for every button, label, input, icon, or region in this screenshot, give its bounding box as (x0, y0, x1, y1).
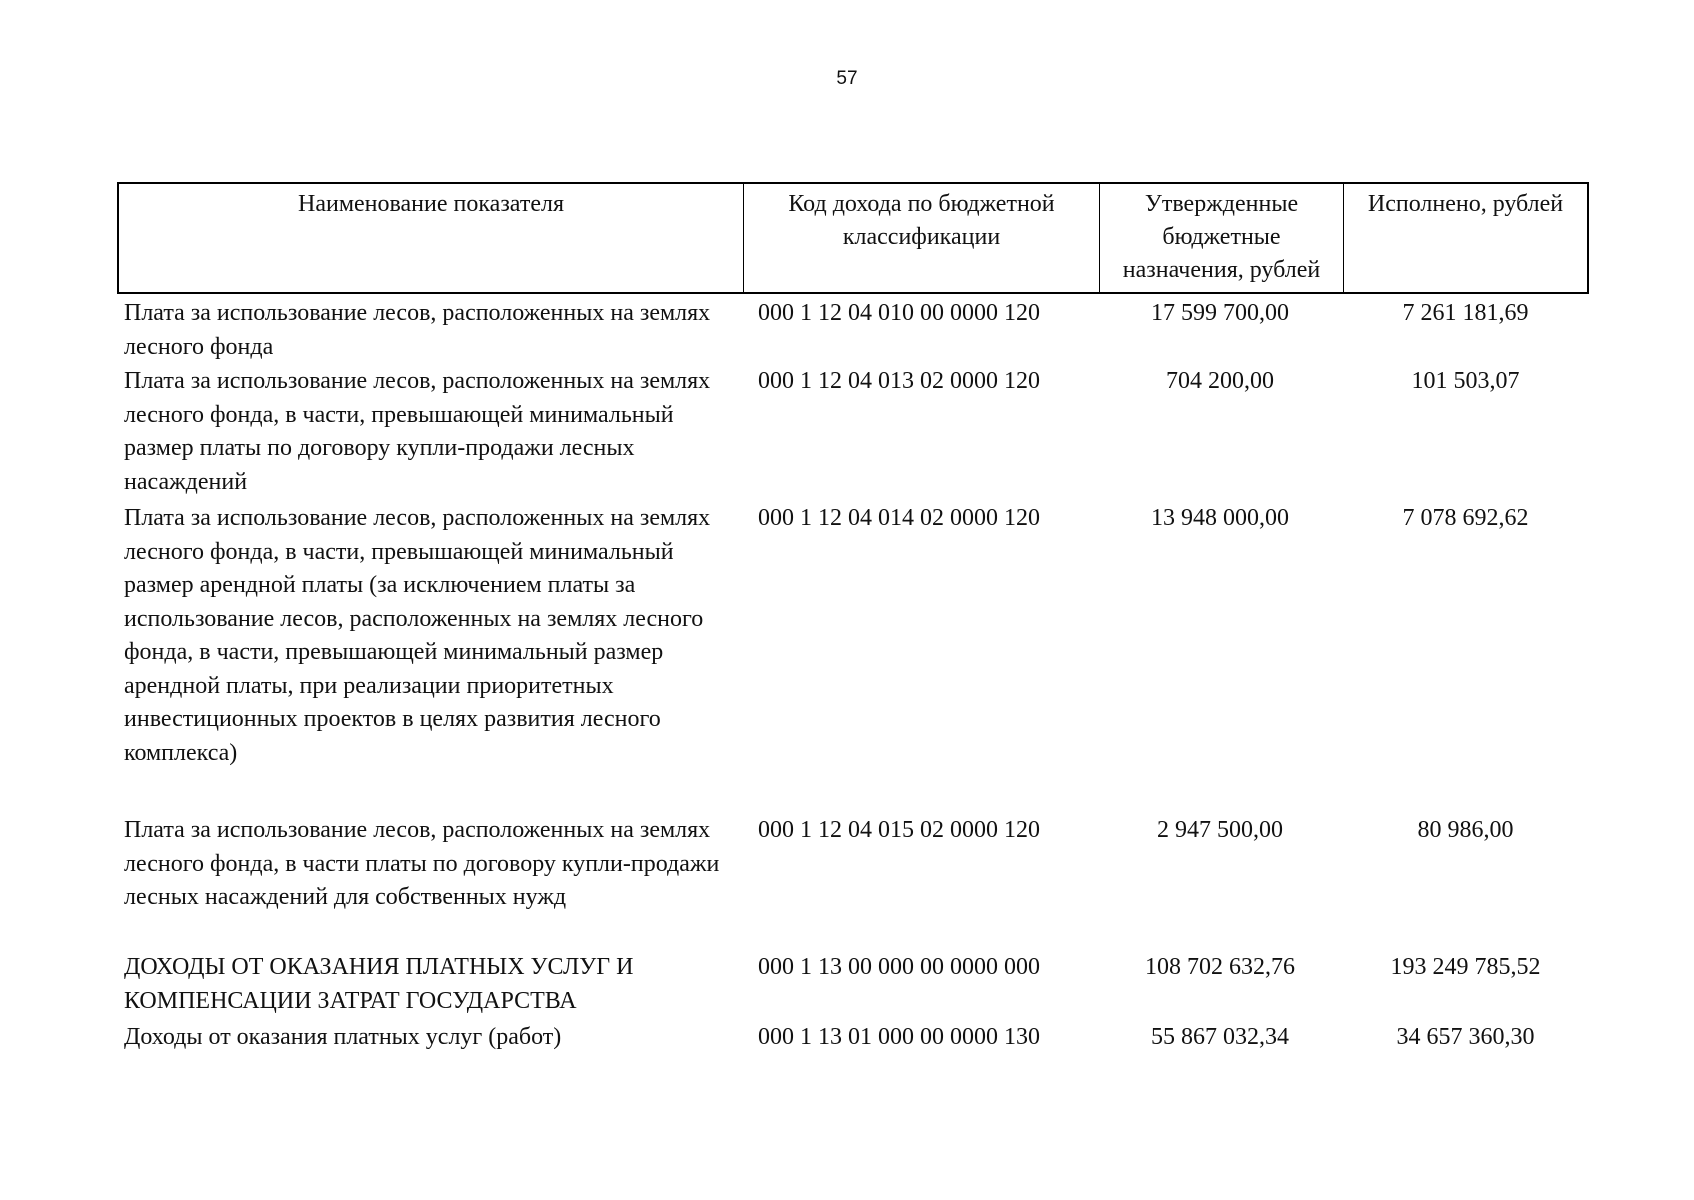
approved-amount: 55 867 032,34 (1151, 1024, 1289, 1050)
revenue-code: 000 1 13 01 000 00 0000 130 (758, 1024, 1040, 1050)
indicator-name: Плата за использование лесов, расположенных на землях лесного фонда, в части платы по договору купли-продажи лесных насаждений для собственных нужд (124, 817, 720, 910)
revenue-code: 000 1 12 04 013 02 0000 120 (758, 368, 1040, 394)
indicator-name: Плата за использование лесов, расположенных на землях лесного фонда (124, 300, 711, 360)
table-row (117, 951, 1589, 1021)
table-body (117, 297, 1589, 1061)
approved-amount: 13 948 000,00 (1151, 505, 1289, 531)
table-header (117, 182, 1589, 294)
indicator-name: Плата за использование лесов, расположенных на землях лесного фонда, в части, превышающей минимальный размер арендной платы (за исключением платы за использование лесов, расположенных на землях лесного фонда, в части, превышающей минимальный размер арендной платы, при реализации приоритетных инвестиционных проектов в целях развития лесного комплекса) (124, 505, 711, 766)
indicator-name: Плата за использование лесов, расположенных на землях лесного фонда, в части, превышающей минимальный размер платы по договору купли-продажи лесных насаждений (124, 368, 711, 495)
table-row (117, 814, 1589, 951)
approved-amount: 108 702 632,76 (1145, 954, 1295, 980)
indicator-name: ДОХОДЫ ОТ ОКАЗАНИЯ ПЛАТНЫХ УСЛУГ И КОМПЕНСАЦИИ ЗАТРАТ ГОСУДАРСТВА (124, 954, 634, 1014)
page-number: 57 (836, 68, 858, 89)
table-row (117, 502, 1589, 814)
executed-amount: 101 503,07 (1411, 368, 1520, 394)
executed-amount: 7 078 692,62 (1402, 505, 1529, 531)
revenue-code: 000 1 13 00 000 00 0000 000 (758, 954, 1040, 980)
header-approved-budget: Утвержденные бюджетные назначения, рублей (1100, 184, 1344, 292)
header-revenue-code: Код дохода по бюджетной классификации (744, 184, 1100, 292)
revenue-code: 000 1 12 04 014 02 0000 120 (758, 505, 1040, 531)
executed-amount: 34 657 360,30 (1396, 1024, 1535, 1050)
executed-amount: 7 261 181,69 (1402, 300, 1529, 326)
header-indicator-name: Наименование показателя (119, 184, 744, 292)
executed-amount: 80 986,00 (1417, 817, 1514, 843)
approved-amount: 2 947 500,00 (1157, 817, 1283, 843)
table-row (117, 297, 1589, 365)
table-row (117, 365, 1589, 502)
table-row (117, 1021, 1589, 1061)
approved-amount: 704 200,00 (1166, 368, 1274, 394)
approved-amount: 17 599 700,00 (1151, 300, 1289, 326)
indicator-name: Доходы от оказания платных услуг (работ) (124, 1024, 562, 1050)
revenue-code: 000 1 12 04 010 00 0000 120 (758, 300, 1040, 326)
executed-amount: 193 249 785,52 (1390, 954, 1541, 980)
revenue-code: 000 1 12 04 015 02 0000 120 (758, 817, 1040, 843)
header-executed: Исполнено, рублей (1367, 191, 1564, 217)
